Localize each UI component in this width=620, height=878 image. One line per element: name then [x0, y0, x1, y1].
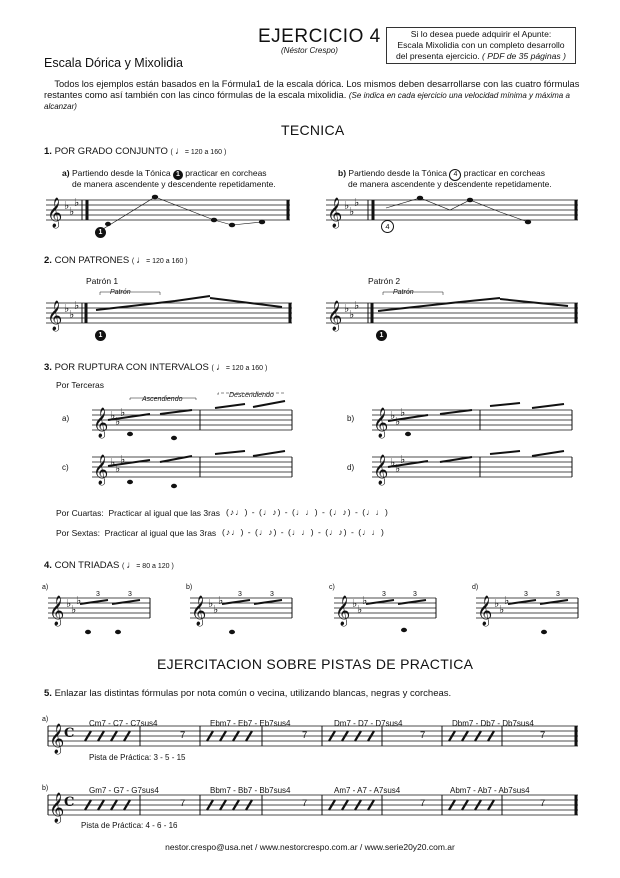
- row-label: a): [42, 584, 49, 591]
- svg-text:♭: ♭: [74, 196, 80, 209]
- staff-1b: [326, 200, 578, 220]
- practice-track-label: Pista de Práctica: 4 - 6 - 16: [81, 821, 178, 830]
- svg-text:♭: ♭: [208, 597, 214, 610]
- svg-text:♭: ♭: [344, 302, 350, 315]
- exercise-4-title: 4. CON TRIADAS ( ♩= 80 a 120 ): [44, 560, 174, 571]
- svg-text:♭: ♭: [400, 453, 406, 466]
- svg-text:♭: ♭: [504, 594, 510, 607]
- noteheads: [85, 195, 547, 635]
- svg-text:♭: ♭: [499, 603, 505, 616]
- svg-text:𝄞: 𝄞: [47, 198, 63, 228]
- sixths-instruction: Por Sextas: Practicar al igual que las 3ras: [56, 528, 217, 538]
- promo-line: del presenta ejercicio. ( PDF de 35 páginas ): [396, 51, 566, 61]
- exercise-1b-text-2: de manera ascendente y descendente repetidamente.: [348, 179, 552, 189]
- intro-note: (Se indica en cada ejercicio una velocidad mínima y máxima a alcanzar): [44, 91, 570, 111]
- triplet-mark: 3: [556, 591, 560, 598]
- svg-text:𝄞: 𝄞: [373, 408, 389, 438]
- row-label: b): [42, 785, 49, 792]
- exercise-2-title: 2. CON PATRONES ( ♩= 120 a 160 ): [44, 255, 188, 266]
- chord-symbol: Abm7 - Ab7 - Ab7sus4: [450, 786, 530, 795]
- chord-symbol: Gm7 - G7 - G7sus4: [89, 786, 159, 795]
- exercise-1b-text: b) Partiendo desde la Tónica 4 practicar en corcheas: [338, 168, 545, 181]
- tonic-marker-icon: 4: [449, 169, 461, 181]
- chord-symbol: Dbm7 - Db7 - Db7sus4: [452, 719, 534, 728]
- promo-note: ( PDF de 35 páginas ): [482, 51, 566, 61]
- beams-2b: [378, 298, 568, 311]
- svg-text:𝄞: 𝄞: [49, 793, 65, 823]
- note-pair-icon: (♩♩): [358, 527, 385, 537]
- tempo: = 120 a 160: [225, 365, 264, 372]
- svg-text:♭: ♭: [69, 205, 75, 218]
- staff-2b: [326, 303, 578, 323]
- row-label: c): [329, 584, 335, 591]
- exercise-3-title: 3. POR RUPTURA CON INTERVALOS ( ♩= 120 a 160 ): [44, 362, 268, 373]
- svg-text:♭: ♭: [352, 597, 358, 610]
- svg-text:♭: ♭: [494, 597, 500, 610]
- note-pair-icon: (♪♩): [222, 527, 245, 537]
- svg-text:♭: ♭: [390, 409, 396, 422]
- repeat-measure-mark: 7: [302, 730, 308, 741]
- exercise-5-title: 5. Enlazar las distintas fórmulas por nota común o vecina, utilizando blancas, negras y corcheas.: [44, 688, 452, 699]
- staff-1a: [46, 200, 290, 220]
- svg-text:♭: ♭: [395, 415, 401, 428]
- note-pair-icon: (♩♪): [329, 507, 352, 517]
- tempo: = 120 a 160: [146, 258, 184, 265]
- page-subtitle: Escala Dórica y Mixolidia: [44, 56, 183, 70]
- intro-text: Todos los ejemplos están basados en la Fórmula1 de la escala dórica. Los mismos deben desarrollarse con las cuatro fórmulas restantes como así también con las cinco fórmulas de la escala mixolidia.: [44, 79, 580, 100]
- svg-text:𝄞: 𝄞: [373, 455, 389, 485]
- row-label: a): [42, 716, 49, 723]
- chord-symbol: Cm7 - C7 - C7sus4: [89, 719, 158, 728]
- staff-2a: [46, 303, 292, 323]
- pattern-2-label: Patrón 2: [368, 276, 401, 286]
- svg-text:♭: ♭: [390, 456, 396, 469]
- footer-contact: nestor.crespo@usa.net / www.nestorcrespo.com.ar / www.serie20y20.com.ar: [165, 842, 455, 852]
- svg-text:♭: ♭: [362, 594, 368, 607]
- common-time-signature: C: [64, 795, 75, 810]
- note-pair-icon: (♩♪): [254, 527, 278, 537]
- svg-text:♭: ♭: [110, 409, 116, 422]
- triplet-mark: 3: [382, 591, 386, 598]
- chord-symbol: Ebm7 - Eb7 - Eb7sus4: [210, 719, 291, 728]
- key-signature-flats: [64, 196, 509, 616]
- row-label: b): [347, 414, 355, 423]
- descending-label: Descendiendo: [229, 392, 274, 399]
- practice-track-label: Pista de Práctica: 3 - 5 - 15: [89, 753, 186, 762]
- svg-text:𝄞: 𝄞: [335, 596, 351, 626]
- repeat-measure-mark: 7: [180, 798, 186, 809]
- row-label: d): [472, 584, 479, 591]
- svg-text:♭: ♭: [64, 302, 70, 315]
- row-label: d): [347, 463, 355, 472]
- svg-text:♭: ♭: [349, 308, 355, 321]
- svg-text:♭: ♭: [395, 462, 401, 475]
- repeat-measure-mark: 7: [540, 730, 546, 741]
- row-label: b): [186, 584, 193, 591]
- svg-text:𝄞: 𝄞: [477, 596, 493, 626]
- svg-text:♭: ♭: [344, 199, 350, 212]
- tonic-marker-icon: 4: [381, 220, 394, 233]
- svg-text:♭: ♭: [357, 603, 363, 616]
- tonic-marker-icon: 1: [95, 227, 106, 238]
- section-heading-tecnica: TECNICA: [281, 122, 345, 138]
- svg-text:♭: ♭: [115, 415, 121, 428]
- exercise-1-title: 1. POR GRADO CONJUNTO ( ♩= 120 a 160 ): [44, 146, 227, 157]
- repeat-measure-mark: 7: [180, 730, 186, 741]
- note-pair-icon: (♩♩): [362, 507, 389, 517]
- thirds-label: Por Terceras: [56, 380, 105, 390]
- melody-1a: [103, 197, 262, 229]
- triplet-mark: 3: [524, 591, 528, 598]
- common-time-signature: C: [64, 726, 75, 741]
- repeat-measure-mark: 7: [420, 730, 426, 741]
- author: (Néstor Crespo): [281, 46, 338, 55]
- interval-pattern-icons: (♪♩) - (♩♪) - (♩♩) - (♩♪) - (♩♩): [222, 527, 385, 537]
- svg-text:♭: ♭: [71, 603, 77, 616]
- interval-pattern-icons: (♪♩) - (♩♪) - (♩♩) - (♩♪) - (♩♩): [226, 507, 389, 517]
- note-pair-icon: (♩♩): [287, 527, 315, 537]
- repeat-measure-mark: 7: [420, 798, 426, 809]
- svg-text:♭: ♭: [76, 594, 82, 607]
- pattern-bracket-label: Patrón: [393, 289, 414, 296]
- row-label: c): [62, 463, 69, 472]
- ascending-label: Ascendiendo: [142, 396, 183, 403]
- triplet-mark: 3: [238, 591, 242, 598]
- repeat-measure-mark: 7: [302, 798, 308, 809]
- chord-symbol: Bbm7 - Bb7 - Bb7sus4: [210, 786, 291, 795]
- svg-text:♭: ♭: [218, 594, 224, 607]
- fourths-instruction: Por Cuartas: Practicar al igual que las 3ras: [56, 508, 220, 518]
- svg-text:♭: ♭: [349, 205, 355, 218]
- tempo: = 80 a 120: [136, 563, 170, 570]
- svg-text:♭: ♭: [213, 603, 219, 616]
- svg-text:♭: ♭: [354, 299, 360, 312]
- svg-text:♭: ♭: [74, 299, 80, 312]
- exercise-1a-text: a) Partiendo desde la Tónica 1 practicar en corcheas: [62, 168, 267, 178]
- promo-line: Si lo desea puede adquirir el Apunte:: [410, 29, 552, 39]
- row-label: a): [62, 414, 70, 423]
- svg-text:𝄞: 𝄞: [93, 455, 109, 485]
- exercise-1a-text-2: de manera ascendente y descendente repetidamente.: [72, 179, 276, 189]
- page-title: EJERCICIO 4: [258, 26, 381, 47]
- svg-text:♭: ♭: [69, 308, 75, 321]
- tonic-marker-icon: 1: [95, 330, 106, 341]
- clefs: [47, 197, 492, 824]
- svg-text:𝄞: 𝄞: [47, 301, 63, 331]
- tonic-marker-icon: 1: [376, 330, 387, 341]
- section-heading-ejercitacion: EJERCITACION SOBRE PISTAS DE PRACTICA: [157, 656, 474, 672]
- triplet-mark: 3: [413, 591, 417, 598]
- repeat-measure-mark: 7: [540, 798, 546, 809]
- svg-text:♭: ♭: [120, 406, 126, 419]
- svg-text:♭: ♭: [64, 199, 70, 212]
- triplet-mark: 3: [96, 591, 100, 598]
- note-pair-icon: (♩♪): [258, 507, 282, 517]
- svg-text:♭: ♭: [354, 196, 360, 209]
- svg-text:♭: ♭: [115, 462, 121, 475]
- svg-text:𝄞: 𝄞: [49, 596, 65, 626]
- tonic-marker-icon: 1: [173, 170, 183, 180]
- svg-text:𝄞: 𝄞: [327, 301, 343, 331]
- svg-text:𝄞: 𝄞: [327, 198, 343, 228]
- svg-text:𝄞: 𝄞: [191, 596, 207, 626]
- svg-text:♭: ♭: [120, 453, 126, 466]
- svg-text:♭: ♭: [66, 597, 72, 610]
- triplet-mark: 3: [270, 591, 274, 598]
- svg-text:♭: ♭: [400, 406, 406, 419]
- svg-text:♭: ♭: [110, 456, 116, 469]
- promo-line: Escala Mixolidia con un completo desarrollo: [397, 40, 565, 50]
- pattern-1-label: Patrón 1: [86, 276, 119, 286]
- rhythm-slashes: [85, 731, 494, 810]
- note-pair-icon: (♩♪): [325, 527, 348, 537]
- svg-text:𝄞: 𝄞: [93, 408, 109, 438]
- svg-text:𝄞: 𝄞: [49, 724, 65, 754]
- pattern-bracket-label: Patrón: [110, 289, 131, 296]
- tempo: = 120 a 160: [184, 149, 222, 156]
- chord-symbol: Dm7 - D7 - D7sus4: [334, 719, 403, 728]
- note-pair-icon: (♩♩): [291, 507, 319, 517]
- triplet-mark: 3: [128, 591, 132, 598]
- chord-symbol: Am7 - A7 - A7sus4: [334, 786, 401, 795]
- note-pair-icon: (♪♩): [226, 507, 249, 517]
